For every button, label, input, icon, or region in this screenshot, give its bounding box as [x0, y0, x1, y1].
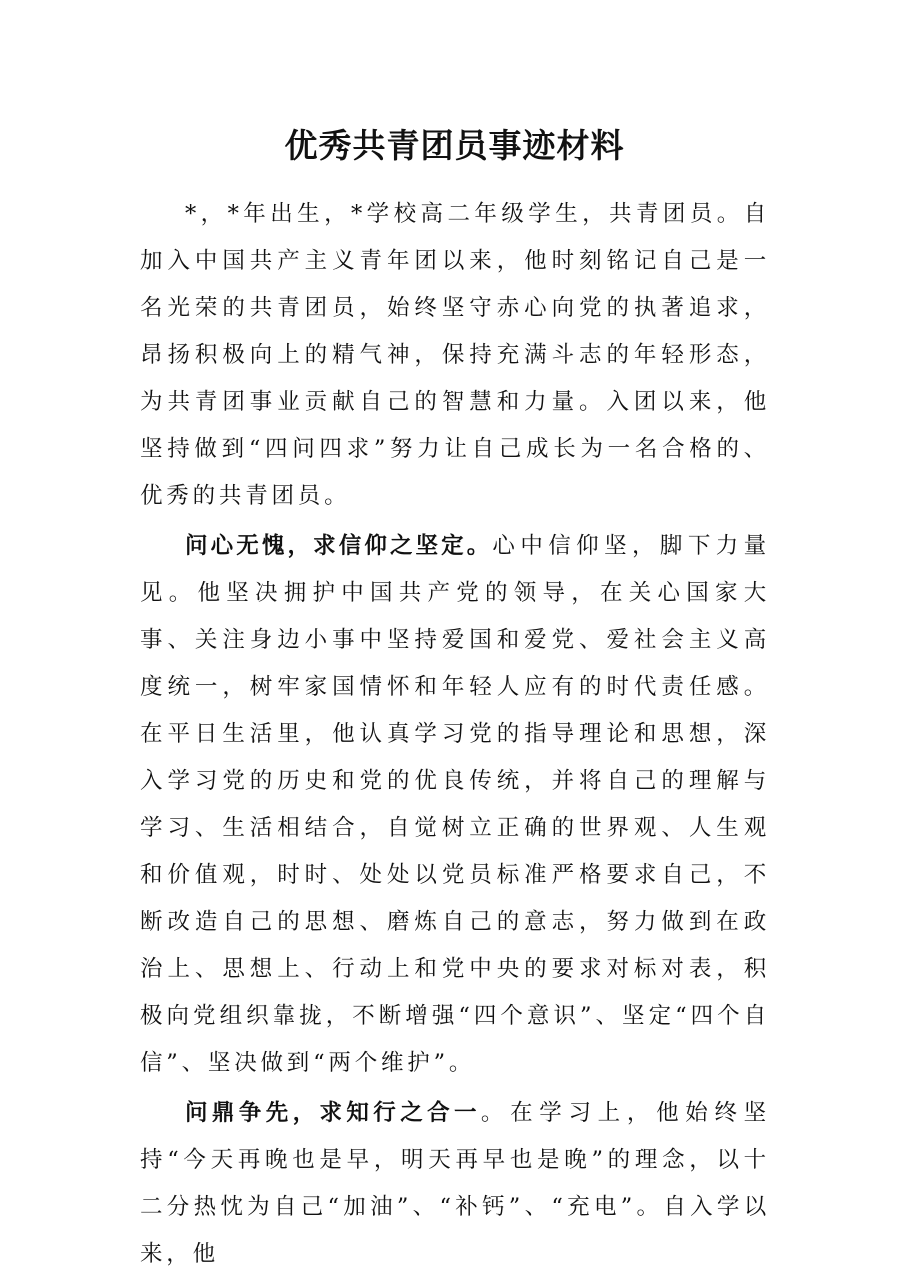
paragraph-faith-text: 心中信仰坚，脚下力量见。他坚决拥护中国共产党的领导，在关心国家大事、关注身边小事中坚持爱国和爱党、爱社会主义高度统一，树牢家国情怀和年轻人应有的时代责任感。在平日生活里，他认真学习党的指导理论和思想，深入学习党的历史和党的优良传统，并将自己的理解与学习、生活相结合，自觉树立正确的世界观、人生观和价值观，时时、处处以党员标准严格要求自己，不断改造自己的思想、磨炼自己的意志，努力做到在政治上、思想上、行动上和党中央的要求对标对表，积极向党组织靠拢，不断增强“四个意识”、坚定“四个自信”、坚决做到“两个维护”。	[140, 533, 770, 1076]
paragraph-study-text: 。在学习上，他始终坚持“今天再晚也是早，明天再早也是晚”的理念，以十二分热忱为自己“加油”、“补钙”、“充电”。自入学以来，他	[140, 1100, 770, 1267]
paragraph-intro	[140, 191, 770, 520]
document-body	[140, 191, 770, 1278]
document-title: 优秀共青团员事迹材料	[284, 126, 625, 165]
paragraph-faith	[140, 523, 770, 1087]
paragraph-study	[140, 1090, 770, 1278]
paragraph-intro-text: *，*年出生，*学校高二年级学生，共青团员。自加入中国共产主义青年团以来，他时刻铭记自己是一名光荣的共青团员，始终坚守赤心向党的执著追求，昂扬积极向上的精气神，保持充满斗志的年轻形态，为共青团事业贡献自己的智慧和力量。入团以来，他坚持做到“四问四求”努力让自己成长为一名合格的、优秀的共青团员。	[140, 201, 770, 509]
paragraph-study-heading: 问鼎争先，求知行之合一	[185, 1100, 481, 1126]
paragraph-faith-heading: 问心无愧，求信仰之坚定。	[185, 533, 493, 559]
